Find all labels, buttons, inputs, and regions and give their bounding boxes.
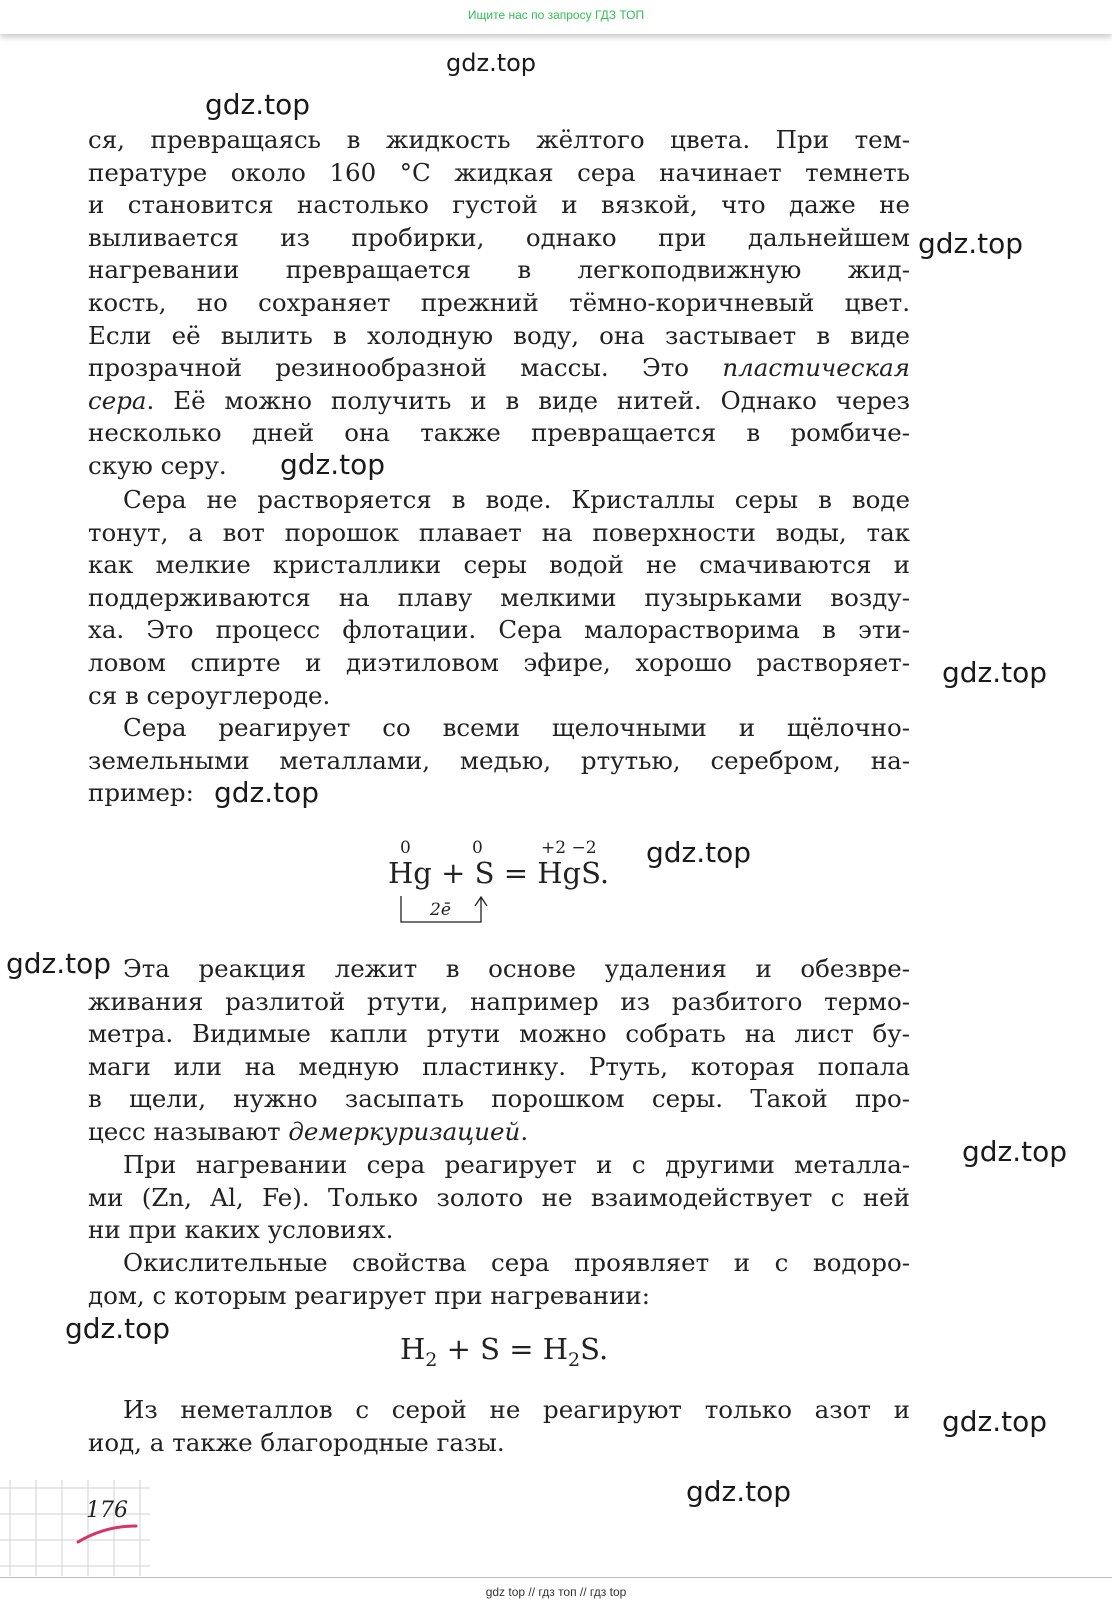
text-line: ми (Zn, Al, Fe). Только золото не взаимодействует с ней [88, 1182, 910, 1212]
watermark: gdz.top [942, 1405, 1048, 1438]
text-line: Если её вылить в холодную воду, она застывает в виде [88, 320, 910, 350]
text-line: ловом спирте и диэтиловом эфире, хорошо растворяет- [88, 647, 910, 677]
text-line: прозрачной резинообразной массы. Это пластическая [88, 353, 910, 383]
text-line: Эта реакция лежит в основе удаления и обезвре- [123, 954, 910, 983]
text-line: цесс называют демеркуризацией. [88, 1116, 529, 1146]
text-line: ся в сероуглероде. [88, 680, 331, 710]
text-line: и становится настолько густой и вязкой, что даже не [88, 190, 910, 220]
watermark: gdz.top [214, 776, 320, 809]
paragraph-3 [88, 712, 910, 810]
text-line: дом, с которым реагирует при нагревании: [88, 1280, 650, 1310]
watermark: gdz.top [280, 448, 386, 481]
watermark: gdz.top [942, 656, 1048, 689]
redox-equation [388, 836, 628, 928]
watermark: gdz.top [962, 1135, 1068, 1168]
electron-transfer-arrow-icon [398, 896, 508, 928]
term-demercurization: демеркуризацией [288, 1116, 521, 1146]
paragraph-5 [88, 1149, 910, 1247]
electron-count: 2ē [430, 900, 451, 920]
text-line: маги или на медную пластинку. Ртуть, которая попала [88, 1051, 910, 1081]
paragraph-2 [88, 484, 910, 712]
text-line: в щели, нужно засыпать порошком серы. Такой про- [88, 1084, 910, 1114]
footer-text: gdz top // гдз топ // гдз top [485, 1585, 627, 1599]
text-line: как мелкие кристаллики серы водой не смачиваются и [88, 550, 910, 580]
grid-decoration-icon [0, 1480, 150, 1576]
text-line: ха. Это процесс флотации. Сера малорастворима в эти- [88, 615, 910, 645]
text-line: нагревании превращается в легкоподвижную жид- [88, 255, 910, 285]
text-line: кость, но сохраняет прежний тёмно-коричневый цвет. [88, 287, 910, 317]
oxidation-state-s: 0 [472, 838, 483, 858]
text-line: живания разлитой ртути, например из разбитого термо- [88, 986, 910, 1016]
text-line: земельными металлами, медью, ртутью, серебром, на- [88, 745, 910, 775]
text-line: несколько дней она также превращается в ромбиче- [88, 418, 910, 448]
text-line: Окислительные свойства сера проявляет и с водоро- [123, 1248, 910, 1277]
top-banner-text: Ищите нас по запросу ГДЗ ТОП [467, 8, 645, 22]
top-banner [0, 0, 1112, 34]
text-line: Сера реагирует со всеми щелочными и щёлочно- [123, 713, 910, 742]
paragraph-1 [88, 124, 910, 483]
text-line: пературе около 160 °С жидкая сера начинает темнеть [88, 157, 910, 187]
text-line: скую серу. [88, 450, 227, 480]
oxidation-state-hgs: +2 −2 [541, 838, 597, 858]
text-line: иод, а также благородные газы. [88, 1427, 505, 1457]
watermark: gdz.top [205, 88, 311, 121]
text-line: метра. Видимые капли ртути можно собрать на лист бу- [88, 1019, 910, 1049]
text-line: выливается из пробирки, однако при дальнейшем [88, 222, 910, 252]
text-line: ни при каких условиях. [88, 1215, 394, 1245]
watermark: gdz.top [686, 1475, 792, 1508]
watermark: gdz.top [65, 1312, 171, 1345]
paragraph-6 [88, 1247, 910, 1312]
term-plastic: пластическая [722, 353, 910, 383]
paragraph-7 [88, 1394, 910, 1459]
watermark: gdz.top [918, 227, 1024, 260]
paragraph-4 [88, 953, 910, 1149]
text-line: сера. Её можно получить и в виде нитей. Однако через [88, 385, 910, 415]
text-line: пример: [88, 778, 194, 808]
hydrogen-sulfide-equation: $H_2 + S = H_2S$. [400, 1332, 609, 1371]
equation-line: Hg + S = HgS. [388, 856, 610, 890]
footer [0, 1577, 1112, 1606]
watermark: gdz.top [6, 947, 112, 980]
text-line: ся, превращаясь в жидкость жёлтого цвета. При тем- [88, 125, 910, 154]
oxidation-state-hg: 0 [400, 838, 411, 858]
watermark: gdz.top [446, 49, 537, 77]
text-line: При нагревании сера реагирует и с другими металла- [123, 1150, 910, 1179]
text-line: Из неметаллов с серой не реагируют только азот и [123, 1395, 910, 1424]
text-line: тонут, а вот порошок плавает на поверхности воды, так [88, 517, 910, 547]
watermark: gdz.top [646, 836, 752, 869]
term-sulfur: сера [88, 385, 147, 415]
page-number: 176 [86, 1498, 128, 1523]
text-line: поддерживаются на плаву мелкими пузырьками возду- [88, 582, 910, 612]
text-line: Сера не растворяется в воде. Кристаллы серы в воде [123, 485, 910, 514]
